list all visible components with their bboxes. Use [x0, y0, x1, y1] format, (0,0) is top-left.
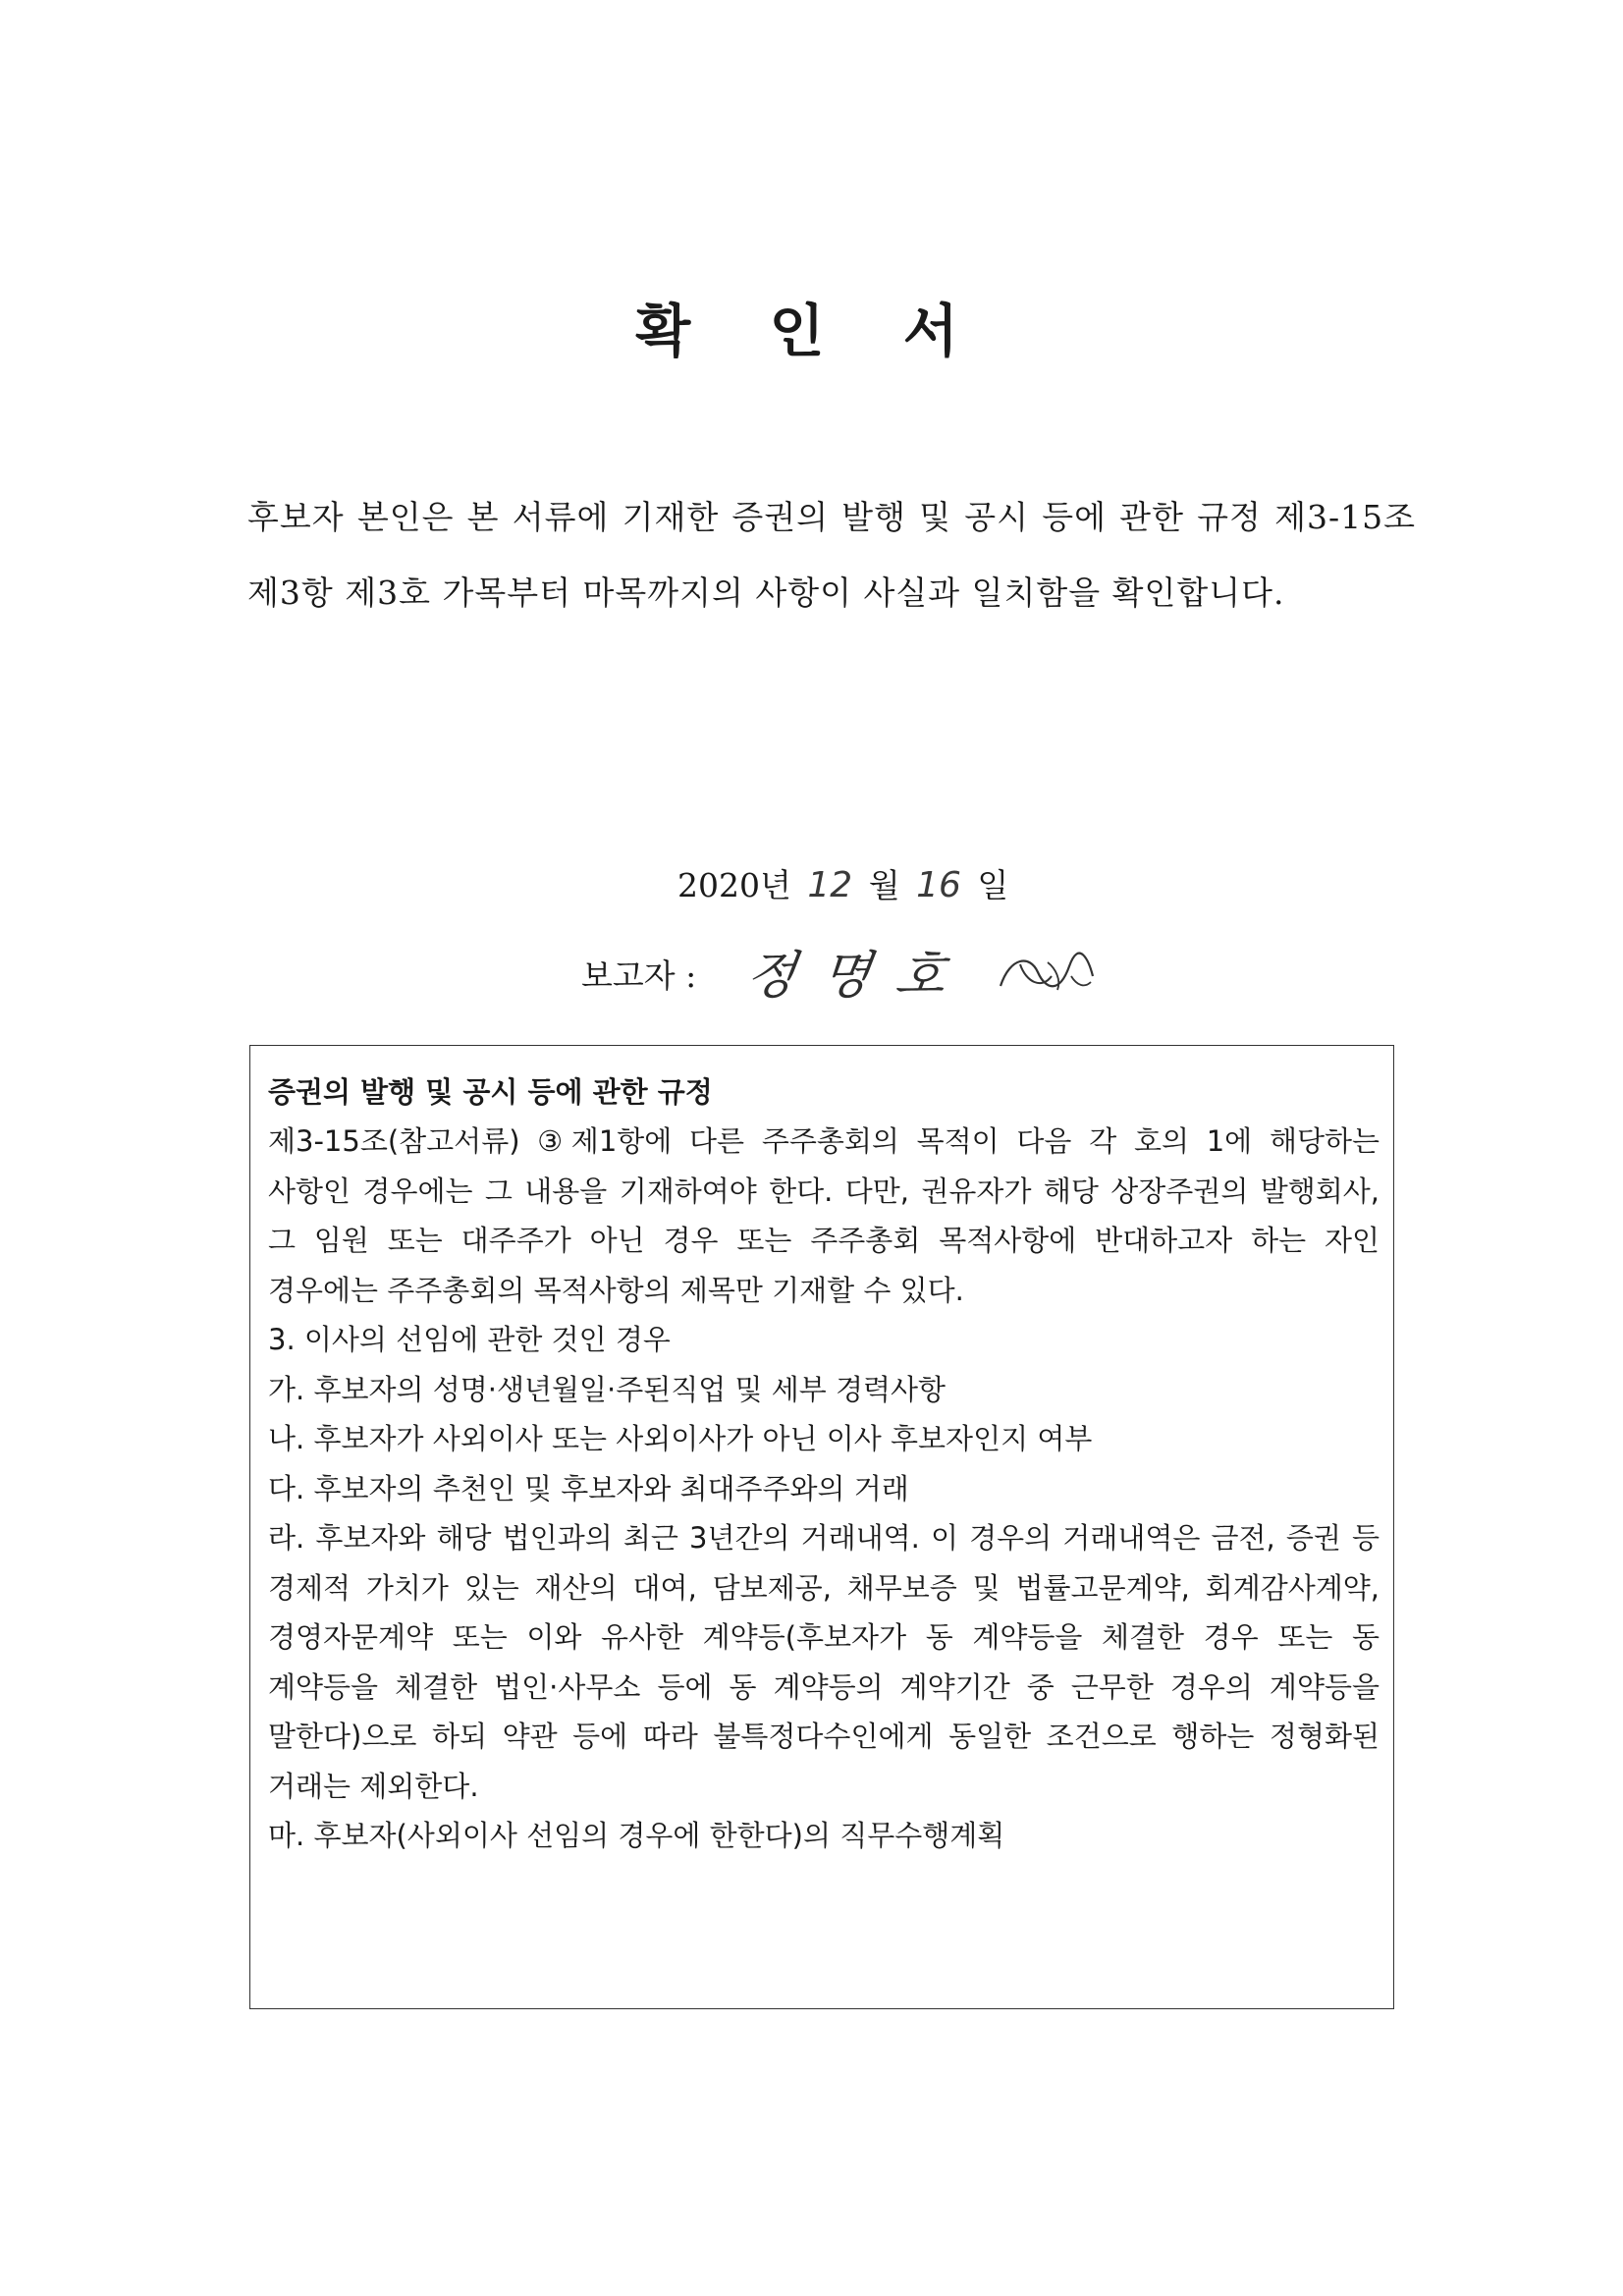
- reference-heading: 증권의 발행 및 공시 등에 관한 규정: [268, 1075, 713, 1109]
- reporter-line: [581, 945, 1099, 1006]
- date-month-label: 월: [868, 866, 900, 904]
- date-day-handwritten: 16: [916, 865, 961, 905]
- confirmation-statement: 후보자 본인은 본 서류에 기재한 증권의 발행 및 공시 등에 관한 규정 제3-15조 제3항 제3호 가목부터 마목까지의 사항이 사실과 일치함을 확인합니다.: [247, 498, 1416, 612]
- signature-seal-icon: [991, 947, 1099, 1006]
- date-month-handwritten: 12: [807, 865, 853, 905]
- date-year: 2020년: [677, 866, 791, 904]
- reference-paragraph: 3. 이사의 선임에 관한 것인 경우: [268, 1323, 671, 1356]
- reference-paragraph: 라. 후보자와 해당 법인과의 최근 3년간의 거래내역. 이 경우의 거래내역은 금전, 증권 등 경제적 가치가 있는 재산의 대여, 담보제공, 채무보증 및 법률고문계약, 회계감사계약, 경영자문계약 또는 이와 유사한 계약등(후보자가 동 계약등을 체결한 경우 또는 동 계약등을 체결한 법인·사무소 등에 동 계약등의 계약기간 중 근무한 경우의 계약등을 말한다)으로 하되 약관 등에 따라 불특정다수인에게 동일한 조건으로 행하는 정형화된 거래는 제외한다.: [268, 1521, 1380, 1803]
- reference-paragraph: 가. 후보자의 성명·생년월일·주된직업 및 세부 경력사항: [268, 1372, 947, 1406]
- reporter-label: 보고자 :: [581, 957, 697, 995]
- date-line: [677, 861, 1008, 910]
- reporter-signature-name: 정명호: [741, 947, 975, 1006]
- document-title: 확 인 서: [635, 298, 988, 364]
- reference-regulation-box: [249, 1045, 1394, 2009]
- reference-paragraph: 다. 후보자의 추천인 및 후보자와 최대주주와의 거래: [268, 1471, 909, 1505]
- reference-paragraph: 마. 후보자(사외이사 선임의 경우에 한한다)의 직무수행계획: [268, 1819, 1005, 1852]
- reference-paragraph: 제3-15조(참고서류) ③제1항에 다른 주주총회의 목적이 다음 각 호의 1에 해당하는 사항인 경우에는 그 내용을 기재하여야 한다. 다만, 권유자가 해당 상장주권의 발행회사, 그 임원 또는 대주주가 아닌 경우 또는 주주총회 목적사항에 반대하고자 하는 자인 경우에는 주주총회의 목적사항의 제목만 기재할 수 있다.: [268, 1124, 1380, 1307]
- reference-paragraph: 나. 후보자가 사외이사 또는 사외이사가 아닌 이사 후보자인지 여부: [268, 1422, 1093, 1455]
- date-day-label: 일: [977, 866, 1009, 904]
